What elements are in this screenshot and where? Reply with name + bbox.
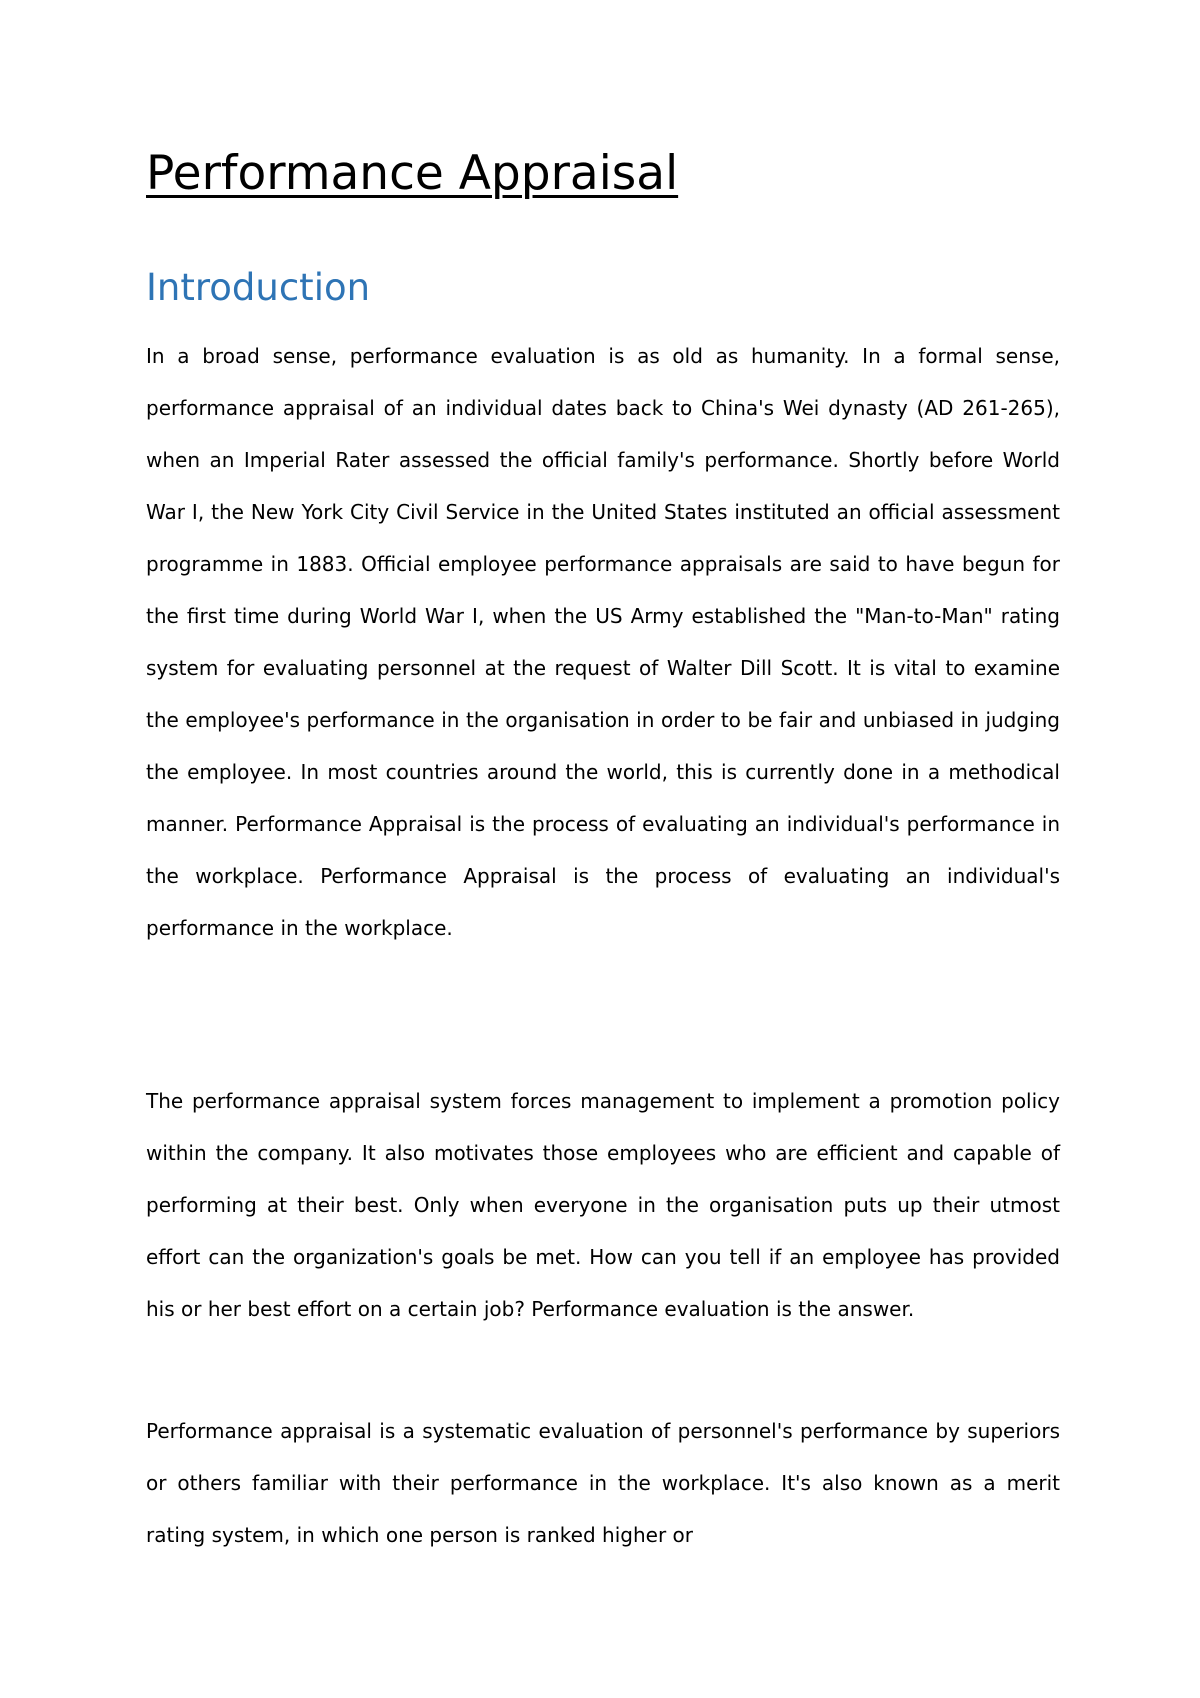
paragraph-2: The performance appraisal system forces management to implement a promotion policy within the company. It also motivates those employees who are efficient and capable of performing at their best. Only when everyone in the organisation puts up their utmost effort can the organization's goals be met. How can you tell if an employee has provided his or her best effort on a certain job? Performance evaluation is the answer. — [146, 1089, 1060, 1321]
document-title: Performance Appraisal — [146, 146, 679, 201]
section-heading-introduction: Introduction — [146, 266, 371, 309]
paragraph-3: Performance appraisal is a systematic evaluation of personnel's performance by superiors or others familiar with their performance in the workplace. It's also known as a merit rating system, in which one person is ranked higher or — [146, 1419, 1060, 1547]
paragraph-1: In a broad sense, performance evaluation is as old as humanity. In a formal sense, performance appraisal of an individual dates back to China's Wei dynasty (AD 261-265), when an Imperial Rater assessed the official family's performance. Shortly before World War I, the New York City Civil Service in the United States instituted an official assessment programme in 1883. Official employee performance appraisals are said to have begun for the first time during World War I, when the US Army established the "Man-to-Man" rating system for evaluating personnel at the request of Walter Dill Scott. It is vital to examine the employee's performance in the organisation in order to be fair and unbiased in judging the employee. In most countries around the world, this is currently done in a methodical manner. Performance Appraisal is the process of evaluating an individual's performance in the workplace. Performance Appraisal is the process of evaluating an individual's performance in the workplace. — [146, 344, 1060, 940]
